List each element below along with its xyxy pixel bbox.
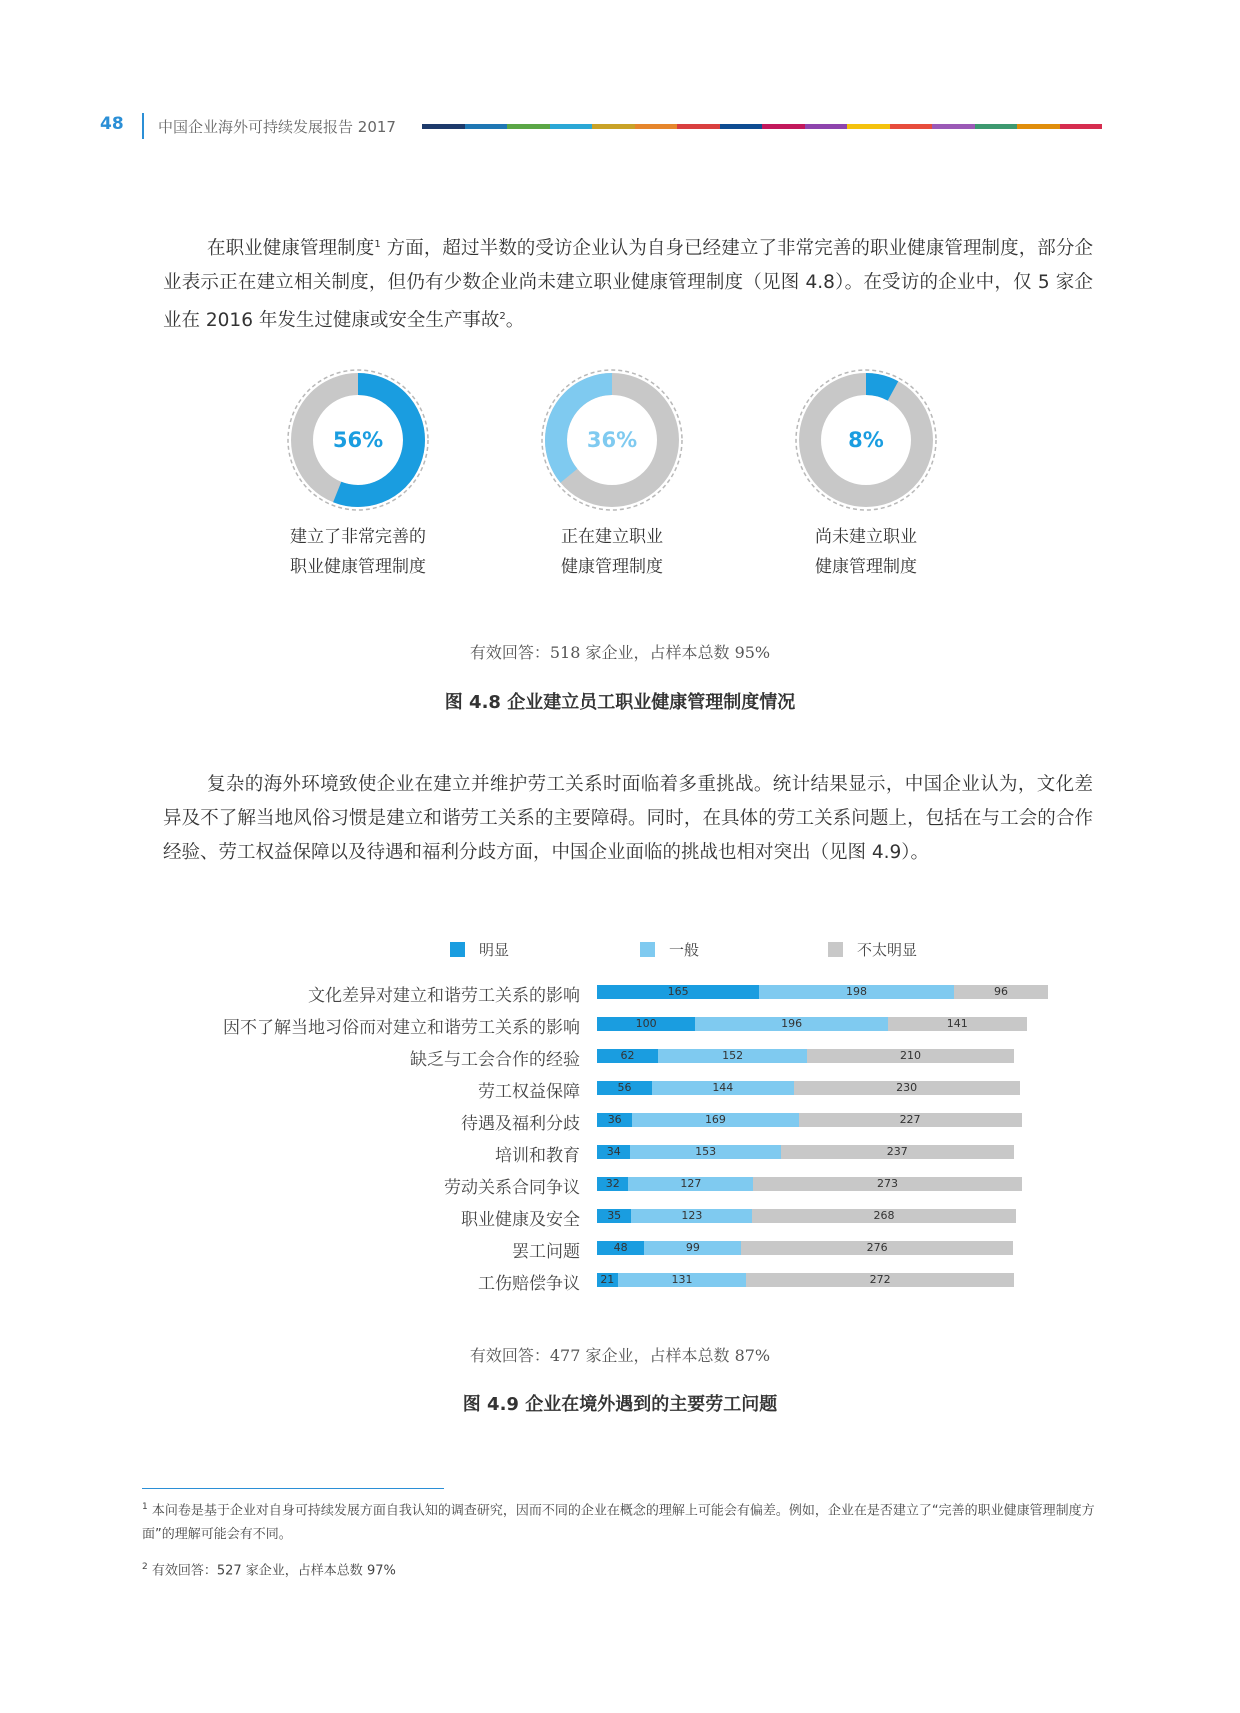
bar-row bbox=[597, 1017, 1027, 1031]
header-stripe-1 bbox=[465, 124, 508, 129]
bar-segment-not-obvious: 237 bbox=[781, 1145, 1014, 1159]
bar-segment-obvious: 165 bbox=[597, 985, 759, 999]
header-stripe-13 bbox=[975, 124, 1018, 129]
bar-segment-obvious: 56 bbox=[597, 1081, 652, 1095]
header-stripe-7 bbox=[720, 124, 763, 129]
bar-segment-not-obvious: 273 bbox=[753, 1177, 1021, 1191]
donut-chart-1 bbox=[537, 365, 687, 515]
legend-swatch-obvious bbox=[450, 942, 465, 957]
bar-segment-moderate: 169 bbox=[632, 1113, 798, 1127]
header-stripe-0 bbox=[422, 124, 465, 129]
bar-category-label: 职业健康及安全 bbox=[461, 1210, 580, 1230]
header-stripe-4 bbox=[592, 124, 635, 129]
bar-row bbox=[597, 985, 1048, 999]
figure-4-9-note: 有效回答：477 家企业，占样本总数 87% bbox=[469, 1346, 771, 1365]
bar-segment-obvious: 62 bbox=[597, 1049, 658, 1063]
legend-swatch-not-obvious bbox=[828, 942, 843, 957]
legend-item-moderate: 一般 bbox=[640, 939, 699, 960]
bar-segment-moderate: 127 bbox=[628, 1177, 753, 1191]
donut-caption-2: 尚未建立职业 健康管理制度 bbox=[815, 527, 917, 577]
report-title: 中国企业海外可持续发展报告 2017 bbox=[158, 118, 396, 136]
donut-percent-label-1: 36% bbox=[586, 428, 638, 452]
header-stripe-15 bbox=[1060, 124, 1103, 129]
legend-item-obvious: 明显 bbox=[450, 939, 509, 960]
legend-item-not-obvious: 不太明显 bbox=[828, 939, 917, 960]
header-stripe-6 bbox=[677, 124, 720, 129]
bar-segment-obvious: 32 bbox=[597, 1177, 628, 1191]
bar-segment-obvious: 21 bbox=[597, 1273, 618, 1287]
bar-category-label: 罢工问题 bbox=[512, 1242, 580, 1262]
bar-segment-not-obvious: 268 bbox=[752, 1209, 1015, 1223]
header-color-stripes bbox=[422, 124, 1102, 129]
figure-4-9-caption: 图 4.9 企业在境外遇到的主要劳工问题 bbox=[462, 1394, 778, 1415]
bar-segment-obvious: 35 bbox=[597, 1209, 631, 1223]
bar-segment-moderate: 152 bbox=[658, 1049, 807, 1063]
bar-segment-not-obvious: 141 bbox=[888, 1017, 1027, 1031]
donut-caption-0: 建立了非常完善的 职业健康管理制度 bbox=[290, 527, 426, 577]
legend-swatch-moderate bbox=[640, 942, 655, 957]
bar-segment-moderate: 196 bbox=[695, 1017, 888, 1031]
donut-caption-1: 正在建立职业 健康管理制度 bbox=[561, 527, 663, 577]
bar-segment-moderate: 144 bbox=[652, 1081, 794, 1095]
header-stripe-14 bbox=[1017, 124, 1060, 129]
paragraph-occupational-health: 在职业健康管理制度$^1$ 方面，超过半数的受访企业认为自身已经建立了非常完善的职业健康管理制度，部分企业表示正在建立相关制度，但仍有少数企业尚未建立职业健康管理制度（见图 4.8）。在受访的企业中，仅 5 家企业在 2016 年发生过健康或安全生产事故$^2$。 bbox=[163, 238, 1093, 332]
bar-row bbox=[597, 1177, 1022, 1191]
footnote-2: $^2$ 有效回答：527 家企业，占样本总数 97% bbox=[142, 1562, 396, 1579]
bar-row bbox=[597, 1273, 1014, 1287]
header-stripe-10 bbox=[847, 124, 890, 129]
header-stripe-2 bbox=[507, 124, 550, 129]
bar-category-label: 因不了解当地习俗而对建立和谐劳工关系的影响 bbox=[223, 1018, 580, 1038]
bar-row bbox=[597, 1241, 1013, 1255]
bar-segment-not-obvious: 96 bbox=[954, 985, 1048, 999]
bar-segment-not-obvious: 230 bbox=[794, 1081, 1020, 1095]
bar-segment-not-obvious: 276 bbox=[741, 1241, 1012, 1255]
bar-row bbox=[597, 1113, 1022, 1127]
paragraph-labor-relations: 复杂的海外环境致使企业在建立并维护劳工关系时面临着多重挑战。统计结果显示，中国企业认为，文化差异及不了解当地风俗习惯是建立和谐劳工关系的主要障碍。同时，在具体的劳工关系问题上，包括在与工会的合作经验、劳工权益保障以及待遇和福利分歧方面，中国企业面临的挑战也相对突出（见图 4.9）。 bbox=[163, 774, 1093, 863]
bar-category-label: 待遇及福利分歧 bbox=[461, 1114, 580, 1134]
bar-category-label: 文化差异对建立和谐劳工关系的影响 bbox=[308, 986, 580, 1006]
bar-row bbox=[597, 1049, 1014, 1063]
bar-row bbox=[597, 1145, 1014, 1159]
donut-percent-label-2: 8% bbox=[848, 428, 884, 452]
header-stripe-8 bbox=[762, 124, 805, 129]
footnote-ref-1: 1 bbox=[374, 239, 381, 250]
bar-category-label: 劳工权益保障 bbox=[478, 1082, 580, 1102]
bar-segment-moderate: 131 bbox=[618, 1273, 747, 1287]
figure-4-8-caption: 图 4.8 企业建立员工职业健康管理制度情况 bbox=[444, 692, 796, 713]
bar-segment-obvious: 34 bbox=[597, 1145, 630, 1159]
donut-chart-0 bbox=[283, 365, 433, 515]
bar-segment-obvious: 48 bbox=[597, 1241, 644, 1255]
bar-segment-obvious: 100 bbox=[597, 1017, 695, 1031]
bar-segment-not-obvious: 272 bbox=[746, 1273, 1013, 1287]
bar-category-label: 培训和教育 bbox=[495, 1146, 580, 1166]
figure-4-8-note: 有效回答：518 家企业，占样本总数 95% bbox=[469, 643, 771, 662]
header-stripe-12 bbox=[932, 124, 975, 129]
bar-segment-not-obvious: 227 bbox=[799, 1113, 1022, 1127]
header-stripe-3 bbox=[550, 124, 593, 129]
bar-segment-moderate: 123 bbox=[631, 1209, 752, 1223]
header-stripe-11 bbox=[890, 124, 933, 129]
donut-percent-label-0: 56% bbox=[332, 428, 384, 452]
bar-segment-moderate: 198 bbox=[759, 985, 954, 999]
bar-segment-obvious: 36 bbox=[597, 1113, 632, 1127]
header-divider bbox=[142, 113, 144, 139]
footnote-ref-2: 2 bbox=[499, 311, 506, 323]
bar-category-label: 劳动关系合同争议 bbox=[444, 1178, 580, 1198]
footnote-rule bbox=[142, 1488, 444, 1489]
bar-row bbox=[597, 1209, 1016, 1223]
donut-chart-2 bbox=[791, 365, 941, 515]
bar-segment-not-obvious: 210 bbox=[807, 1049, 1013, 1063]
page-number: 48 bbox=[100, 114, 124, 134]
footnote-1: $^1$ 本问卷是基于企业对自身可持续发展方面自我认知的调查研究，因而不同的企业在概念的理解上可能会有偏差。例如，企业在是否建立了“完善的职业健康管理制度方面”的理解可能会有不同。 bbox=[142, 1502, 1095, 1543]
bar-category-label: 工伤赔偿争议 bbox=[478, 1274, 580, 1294]
bar-row bbox=[597, 1081, 1020, 1095]
header-stripe-5 bbox=[635, 124, 678, 129]
bar-segment-moderate: 99 bbox=[644, 1241, 741, 1255]
bar-category-label: 缺乏与工会合作的经验 bbox=[410, 1050, 580, 1070]
header-stripe-9 bbox=[805, 124, 848, 129]
bar-segment-moderate: 153 bbox=[630, 1145, 780, 1159]
